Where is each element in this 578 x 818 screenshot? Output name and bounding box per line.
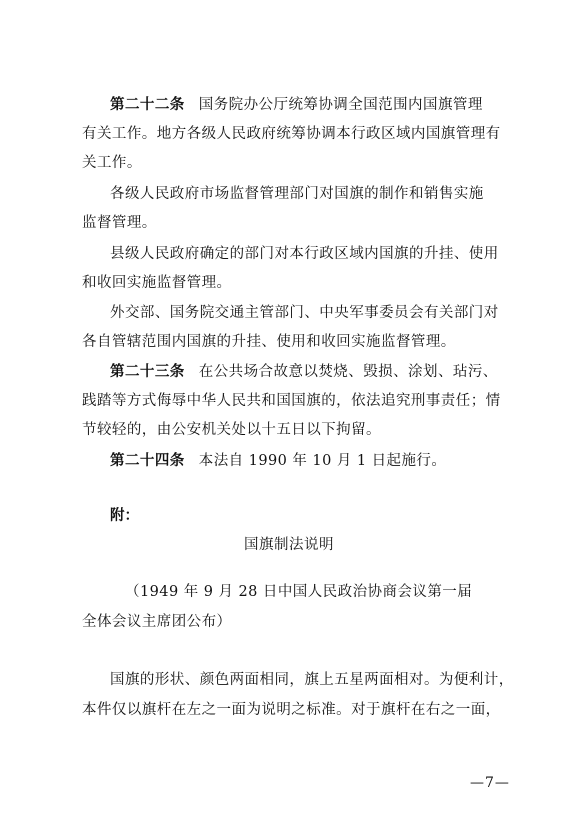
article-22-line-2: 有关工作。地方各级人民政府统筹协调本行政区域内国旗管理有 xyxy=(82,126,501,142)
article-22-para3-line-1: 县级人民政府确定的部门对本行政区域内国旗的升挂、使用 xyxy=(110,246,499,262)
appendix-subtitle-line-2: 全体会议主席团公布） xyxy=(82,614,232,630)
article-24-heading: 第二十四条 xyxy=(110,453,185,469)
article-22-text: 国务院办公厅统筹协调全国范围内国旗管理 xyxy=(198,97,483,113)
appendix-body-line-2: 本件仅以旗杆在左之一面为说明之标准。对于旗杆在右之一面， xyxy=(82,702,501,718)
article-22-line-3: 关工作。 xyxy=(82,155,142,171)
article-22-para4-line-2: 各自管辖范围内国旗的升挂、使用和收回实施监督管理。 xyxy=(82,334,456,350)
appendix-label: 附： xyxy=(110,508,139,524)
article-22-para2-line-1: 各级人民政府市场监督管理部门对国旗的制作和销售实施 xyxy=(110,186,484,202)
article-24-line xyxy=(110,452,446,470)
article-23-line-1 xyxy=(110,363,498,381)
article-23-line-2: 践踏等方式侮辱中华人民共和国国旗的，依法追究刑事责任；情 xyxy=(82,393,501,409)
article-23-line-3: 节较轻的，由公安机关处以十五日以下拘留。 xyxy=(82,422,381,438)
article-22-para3-line-2: 和收回实施监督管理。 xyxy=(82,275,232,291)
article-23-text: 在公共场合故意以焚烧、毁损、涂划、玷污、 xyxy=(198,364,498,380)
appendix-title: 国旗制法说明 xyxy=(244,537,334,553)
article-24-text: 本法自 1990 年 10 月 1 日起施行。 xyxy=(198,453,447,469)
article-23-heading: 第二十三条 xyxy=(110,364,185,380)
article-22-line-1 xyxy=(110,96,483,114)
appendix-subtitle-line-1: （1949 年 9 月 28 日中国人民政治协商会议第一届 xyxy=(125,584,473,600)
appendix-body-line-1: 国旗的形状、颜色两面相同，旗上五星两面相对。为便利计， xyxy=(110,672,514,688)
article-22-heading: 第二十二条 xyxy=(110,97,185,113)
page-number: —7— xyxy=(470,775,510,791)
article-22-para2-line-2: 监督管理。 xyxy=(82,215,157,231)
article-22-para4-line-1: 外交部、国务院交通主管部门、中央军事委员会有关部门对 xyxy=(110,305,499,321)
